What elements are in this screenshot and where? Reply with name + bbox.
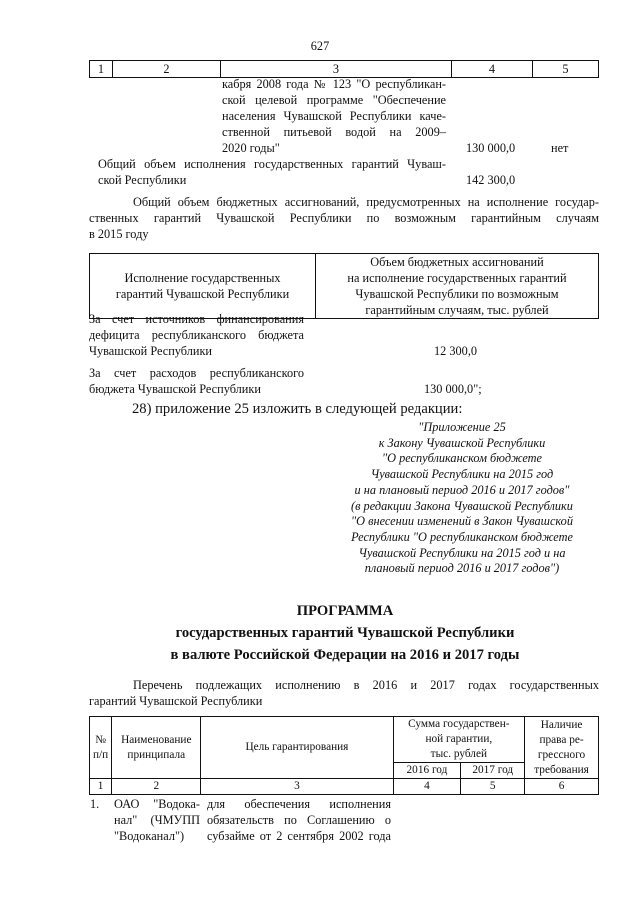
paragraph-line: ственных гарантий Чувашской Республики по возможным гарантийным случаям [89, 211, 599, 225]
header-num [90, 717, 112, 779]
principal-line: нал" (ЧМУПП [114, 813, 200, 827]
header-line: права ре- [539, 733, 584, 746]
budget-row-2-amount: 130 000,0"; [424, 382, 482, 396]
header-sum [393, 717, 525, 763]
purpose-line: ской целевой программе "Обеспечение [222, 93, 446, 107]
budget-col2-header [316, 254, 599, 319]
header-goal: Цель гарантирования [201, 717, 393, 779]
total-line: Общий объем исполнения государственных гарантий Чуваш- [98, 157, 446, 171]
header-principal [112, 717, 201, 779]
num-col-1: 1 [90, 779, 112, 795]
intro-line: гарантий Чувашской Республики [89, 694, 263, 708]
appendix-block [312, 420, 612, 577]
header-line: принципала [127, 748, 186, 761]
appendix-line: "О внесении изменений в Закон Чувашской [351, 514, 573, 529]
header-2016: 2016 год [393, 763, 461, 779]
appendix-line: плановый период 2016 и 2017 годов") [364, 561, 560, 576]
purpose-line: населения Чувашской Республики каче- [222, 109, 446, 123]
header-line: Объем бюджетных ассигнований [370, 255, 544, 269]
budget-col1-header [90, 254, 316, 319]
row-1-goal [207, 796, 391, 844]
row-line: дефицита республиканского бюджета [89, 328, 304, 342]
appendix-line: Республики "О республиканском бюджете [351, 529, 573, 544]
row-line: За счет расходов республиканского [89, 366, 304, 380]
header-line: Исполнение государственных [124, 271, 281, 285]
header-line: № [95, 733, 107, 746]
header-line: грессного [537, 748, 586, 761]
program-table [89, 716, 599, 795]
header-regress [525, 717, 599, 779]
header-2017: 2017 год [461, 763, 525, 779]
col-3: 3 [221, 61, 452, 78]
appendix-line: к Закону Чувашской Республики [378, 435, 546, 450]
col-5: 5 [533, 61, 599, 78]
row-line: бюджета Чувашской Республики [89, 382, 261, 396]
goal-line: обязательств по Соглашению о [207, 813, 391, 827]
program-title-line: ПРОГРАММА [296, 603, 394, 619]
header-line: Наличие [540, 718, 583, 731]
total-label [98, 156, 446, 188]
appendix-line: Чувашской Республики на 2015 год [370, 467, 554, 482]
budget-row-2-label [89, 365, 304, 397]
budget-table-header [89, 253, 599, 319]
header-line: гарантийным случаям, тыс. рублей [365, 303, 549, 317]
purpose-line: 2020 годы" [222, 141, 280, 155]
num-col-6: 6 [525, 779, 599, 795]
num-col-3: 3 [201, 779, 393, 795]
principal-line: ОАО "Водока- [114, 797, 200, 811]
appendix-line: (в редакции Закона Чувашской Республики [351, 498, 573, 513]
col-2: 2 [113, 61, 221, 78]
budget-row-1-amount: 12 300,0 [434, 344, 478, 358]
goal-line: субзайме от 2 сентября 2002 года [207, 829, 391, 843]
appendix-line: "Приложение 25 [418, 420, 506, 434]
goal-line: для обеспечения исполнения [207, 797, 391, 811]
page-number: 627 [310, 39, 330, 53]
row-regress: нет [551, 141, 569, 155]
col-4: 4 [452, 61, 533, 78]
header-line: тыс. рублей [430, 748, 488, 760]
row-1-principal [114, 796, 200, 844]
row-line: Чувашской Республики [89, 344, 213, 358]
budget-paragraph [89, 194, 599, 242]
list-intro [89, 677, 599, 709]
purpose-line: кабря 2008 года № 123 "О республикан- [222, 77, 446, 91]
row-line: За счет источников финансирования [89, 312, 304, 326]
program-title-line: государственных гарантий Чувашской Республики [175, 625, 515, 641]
intro-line: Перечень подлежащих исполнению в 2016 и 2017 годах государственных [133, 678, 599, 692]
principal-line: "Водоканал") [114, 829, 185, 843]
row-amount: 130 000,0 [466, 141, 516, 155]
num-col-5: 5 [461, 779, 525, 795]
header-line: ной гарантии, [425, 733, 493, 745]
appendix-line: "О республиканском бюджете [381, 451, 543, 466]
program-title-line: в валюте Российской Федерации на 2016 и 2017 годы [170, 647, 520, 663]
paragraph-line: Общий объем бюджетных ассигнований, предусмотренных на исполнение государ- [133, 195, 599, 209]
budget-row-1-label [89, 311, 304, 359]
header-line: Наименование [121, 733, 192, 746]
program-title [0, 600, 640, 666]
header-line: гарантий Чувашской Республики [115, 287, 290, 301]
total-amount: 142 300,0 [466, 173, 516, 187]
header-line: на исполнение государственных гарантий [347, 271, 567, 285]
purpose-line: ственной питьевой водой на 2009– [222, 125, 446, 139]
paragraph-line: в 2015 году [89, 227, 149, 241]
continued-purpose-text [222, 76, 446, 156]
appendix-line: и на плановый период 2016 и 2017 годов" [354, 482, 570, 497]
row-1-num: 1. [90, 797, 100, 811]
num-col-2: 2 [112, 779, 201, 795]
header-line: требования [534, 763, 589, 776]
total-line: ской Республики [98, 173, 187, 187]
header-line: Сумма государствен- [408, 718, 510, 730]
item-28: 28) приложение 25 изложить в следующей редакции: [132, 401, 463, 417]
appendix-line: Чувашской Республики на 2015 год и на [358, 545, 566, 560]
header-line: Чувашской Республики по возможным [355, 287, 559, 301]
header-line: п/п [93, 748, 109, 761]
col-1: 1 [90, 61, 113, 78]
num-col-4: 4 [393, 779, 461, 795]
